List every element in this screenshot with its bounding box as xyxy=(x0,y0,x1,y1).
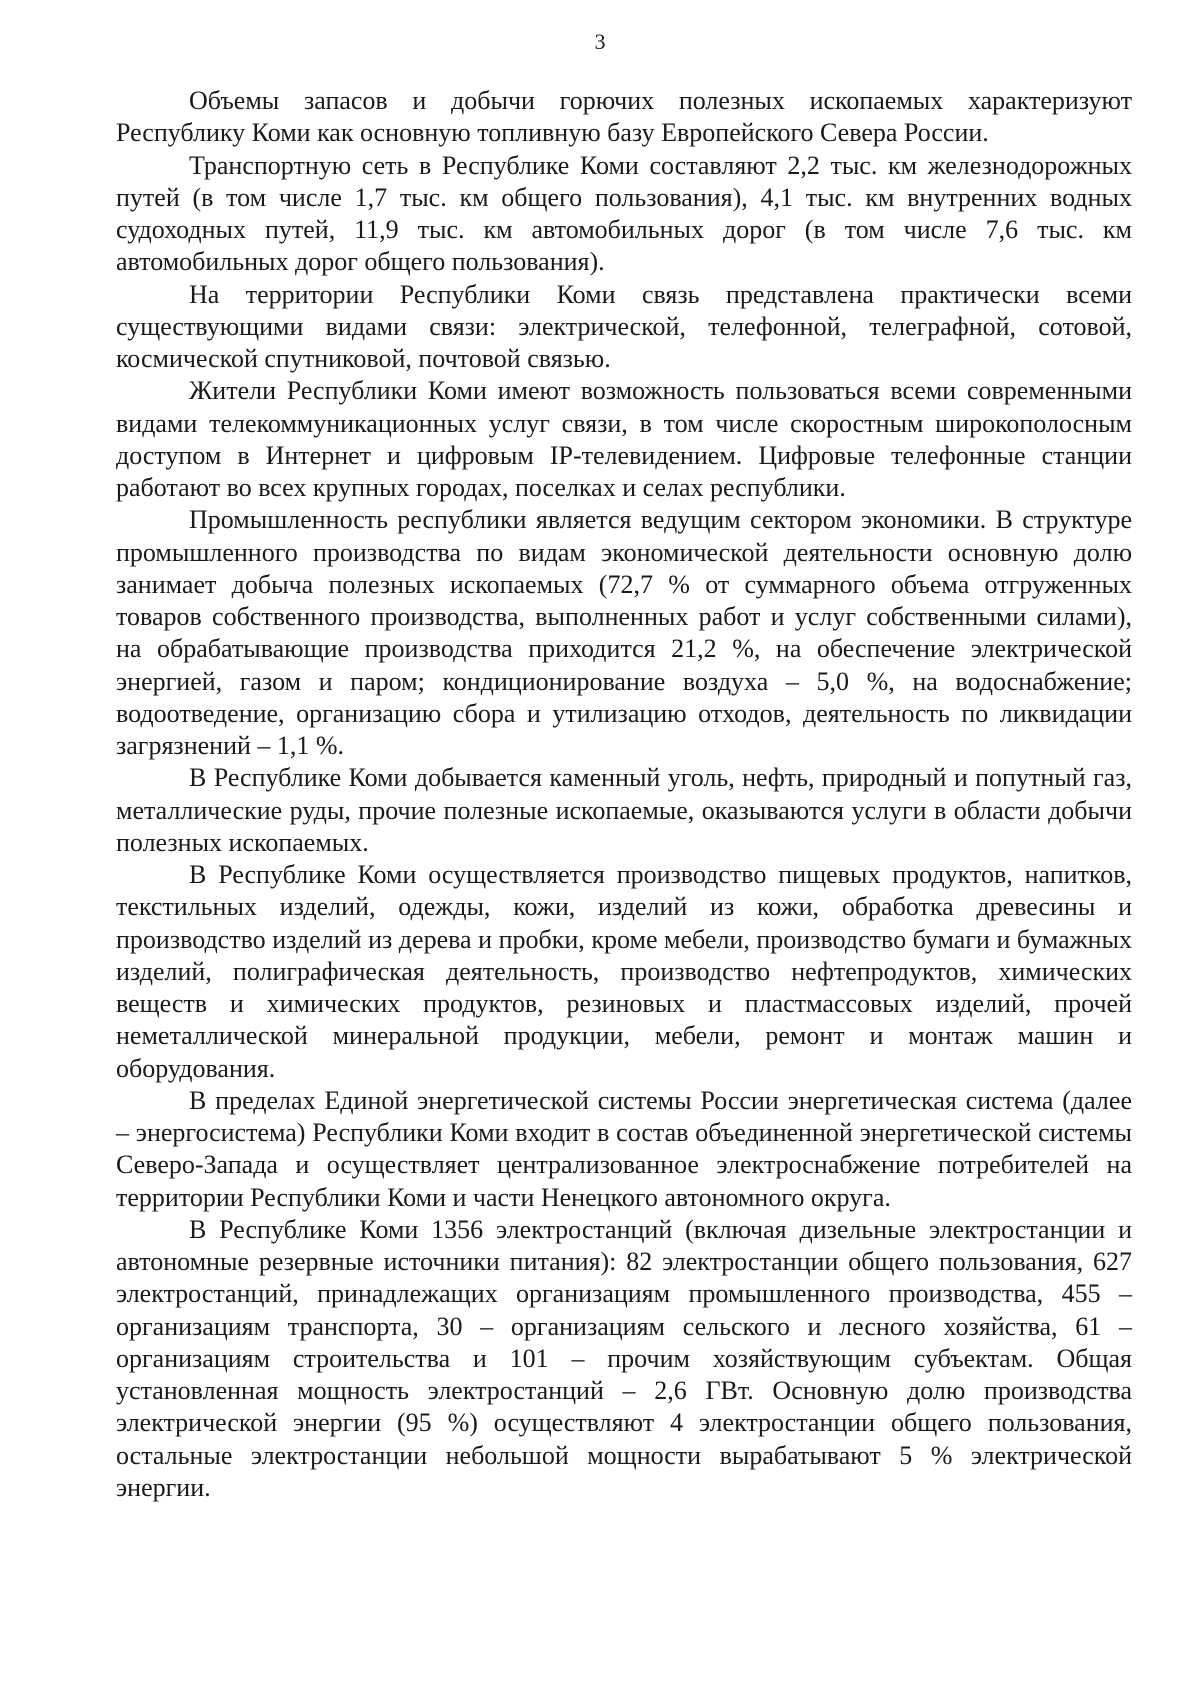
paragraph-communications: На территории Республики Коми связь представлена практически всеми существующими видами связи: электрической, телефонной, телеграфной, сотовой, космической спутниковой, почтовой связью. xyxy=(116,279,1132,373)
paragraph-industry-structure: Промышленность республики является ведущим сектором экономики. В структуре промышленного производства по видам экономической деятельности основную долю занимает добыча полезных ископаемых (72,7 % от суммарного объема отгруженных товаров собственного производства, выполненных работ и услуг собственными силами), на обрабатывающие производства приходится 21,2 %, на обеспечение электрической энергией, газом и паром; кондиционирование воздуха – 5,0 %, на водоснабжение; водоотведение, организацию сбора и утилизацию отходов, деятельность по ликвидации загрязнений – 1,1 %. xyxy=(116,505,1132,760)
paragraph-telecom-services: Жители Республики Коми имеют возможность пользоваться всеми современными видами телекоммуникационных услуг связи, в том числе скоростным широкополосным доступом в Интернет и цифровым IP-телевидением. Цифровые телефонные станции работают во всех крупных городах, поселках и селах республики. xyxy=(116,376,1132,502)
page-number: 3 xyxy=(594,29,606,54)
paragraph-mining: В Республике Коми добывается каменный уголь, нефть, природный и попутный газ, металлические руды, прочие полезные ископаемые, оказываются услуги в области добычи полезных ископаемых. xyxy=(116,763,1132,857)
document-body xyxy=(116,85,1132,1504)
paragraph-fuel-reserves: Объемы запасов и добычи горючих полезных ископаемых характеризуют Республику Коми как основную топливную базу Европейского Севера России. xyxy=(116,86,1132,148)
paragraph-energy-system: В пределах Единой энергетической системы России энергетическая система (далее – энергосистема) Республики Коми входит в состав объединенной энергетической системы Северо-Запада и осуществляет централизованное электроснабжение потребителей на территории Республики Коми и части Ненецкого автономного округа. xyxy=(116,1085,1132,1212)
paragraph-transport-network: Транспортную сеть в Республике Коми составляют 2,2 тыс. км железнодорожных путей (в том числе 1,7 тыс. км общего пользования), 4,1 тыс. км внутренних водных судоходных путей, 11,9 тыс. км автомобильных дорог (в том числе 7,6 тыс. км автомобильных дорог общего пользования). xyxy=(116,150,1132,277)
paragraph-manufacturing: В Республике Коми осуществляется производство пищевых продуктов, напитков, текстильных изделий, одежды, кожи, изделий из кожи, обработка древесины и производство изделий из дерева и пробки, кроме мебели, производство бумаги и бумажных изделий, полиграфическая деятельность, производство нефтепродуктов, химических веществ и химических продуктов, резиновых и пластмассовых изделий, прочей неметаллической минеральной продукции, мебели, ремонт и монтаж машин и оборудования. xyxy=(116,860,1132,1083)
paragraph-power-stations: В Республике Коми 1356 электростанций (включая дизельные электростанции и автономные резервные источники питания): 82 электростанции общего пользования, 627 электростанций, принадлежащих организациям промышленного производства, 455 – организациям транспорта, 30 – организациям сельского и лесного хозяйства, 61 – организациям строительства и 101 – прочим хозяйствующим субъектам. Общая установленная мощность электростанций – 2,6 ГВт. Основную долю производства электрической энергии (95 %) осуществляют 4 электростанции общего пользования, остальные электростанции небольшой мощности вырабатывают 5 % электрической энергии. xyxy=(116,1214,1132,1502)
